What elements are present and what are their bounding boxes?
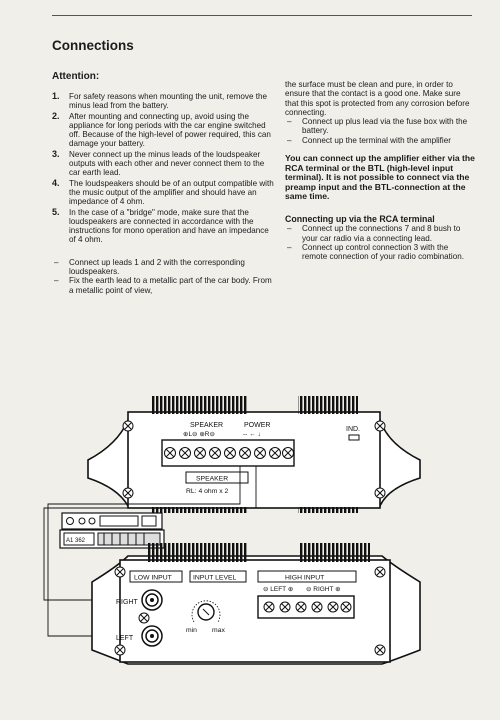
low-input-label: LOW INPUT xyxy=(134,574,172,582)
rca-right-jack xyxy=(142,590,162,610)
indicator-lamp xyxy=(349,435,359,440)
indicator-label: IND. xyxy=(346,426,360,433)
high-input-label: HIGH INPUT xyxy=(285,574,325,582)
step-item: – Connect up the terminal with the amplifier xyxy=(287,135,451,145)
amplifier-top xyxy=(88,396,420,513)
rca-right-label: RIGHT xyxy=(116,599,138,606)
attention-item: 5. In the case of a "bridge" mode, make sure that the loudspeakers are connected in accordance with the instructions for mono operation and have an impedance of 4 ohm. xyxy=(52,206,269,245)
step-item: – Connect up control connection 3 with the remote connection of your radio combination. xyxy=(287,242,464,262)
rca-left-label: LEFT xyxy=(116,635,134,642)
attention-heading: Attention: xyxy=(52,71,100,82)
level-min-label: min xyxy=(186,627,197,634)
attention-item: 1. For safety reasons when mounting the unit, remove the minus lead from the battery. xyxy=(52,91,267,111)
attention-item: 3. Never connect up the minus leads of the loudspeaker outputs with each other and never connect them to the car earth lead. xyxy=(52,148,265,178)
impedance-label: RL: 4 ohm x 2 xyxy=(186,488,229,495)
wiring-diagram xyxy=(0,392,500,720)
input-level-label: INPUT LEVEL xyxy=(193,574,237,582)
page-title: Connections xyxy=(52,38,134,53)
amplifier-bottom xyxy=(92,543,420,664)
attention-item: 2. After mounting and connecting up, avoid using the appliance for long periods with the car engine switched off. Because of the high-level of power required, this can damage your battery. xyxy=(52,110,271,149)
level-max-label: max xyxy=(212,627,225,634)
power-steps xyxy=(285,117,475,145)
speaker-box-label: SPEAKER xyxy=(196,475,229,483)
rca-ground-screw xyxy=(139,613,149,623)
top-rule xyxy=(52,15,472,16)
rca-left-jack xyxy=(142,626,162,646)
rca-steps xyxy=(285,224,475,261)
continued-text: the surface must be clean and pure, in order to ensure that the contact is a good one. Make sure that this spot is protected from any corrosion before connecting. xyxy=(285,80,470,117)
power-polarity-marks: -- ← ↓ xyxy=(243,431,261,438)
right-column xyxy=(285,80,475,262)
step-item: – Connect up plus lead via the fuse box with the battery. xyxy=(287,117,468,136)
terminal-screws xyxy=(165,448,294,459)
high-input-left-polarity: ⊖ LEFT ⊕ xyxy=(263,586,294,593)
connection-steps xyxy=(52,258,274,295)
left-column xyxy=(52,92,274,295)
speaker-terminal-label: SPEAKER xyxy=(190,422,224,429)
step-item: – Connect up the connections 7 and 8 bush to your car radio via a connecting lead. xyxy=(287,224,461,243)
power-terminal-label: POWER xyxy=(244,422,271,429)
attention-list xyxy=(52,92,274,245)
radio-display: A1 362 xyxy=(66,538,86,544)
attention-item: 4. The loudspeakers should be of an output compatible with the music output of the amplifier and should have an impedance of 4 ohm. xyxy=(52,177,274,207)
callout-note: You can connect up the amplifier either via the RCA terminal or the BTL (high-level input terminal). It is not possible to connect via the preamp input and the BTL-connection at the same time. xyxy=(285,153,475,202)
step-item: – Connect up leads 1 and 2 with the corresponding loudspeakers. xyxy=(54,257,245,277)
rca-heading: Connecting up via the RCA terminal xyxy=(285,214,435,225)
step-item: – Fix the earth lead to a metallic part of the car body. From a metallic point of view, xyxy=(54,276,272,295)
car-radio xyxy=(60,513,164,548)
high-input-right-polarity: ⊖ RIGHT ⊕ xyxy=(306,586,341,593)
speaker-polarity-marks: ⊕L⊖ ⊕R⊖ xyxy=(183,431,215,438)
